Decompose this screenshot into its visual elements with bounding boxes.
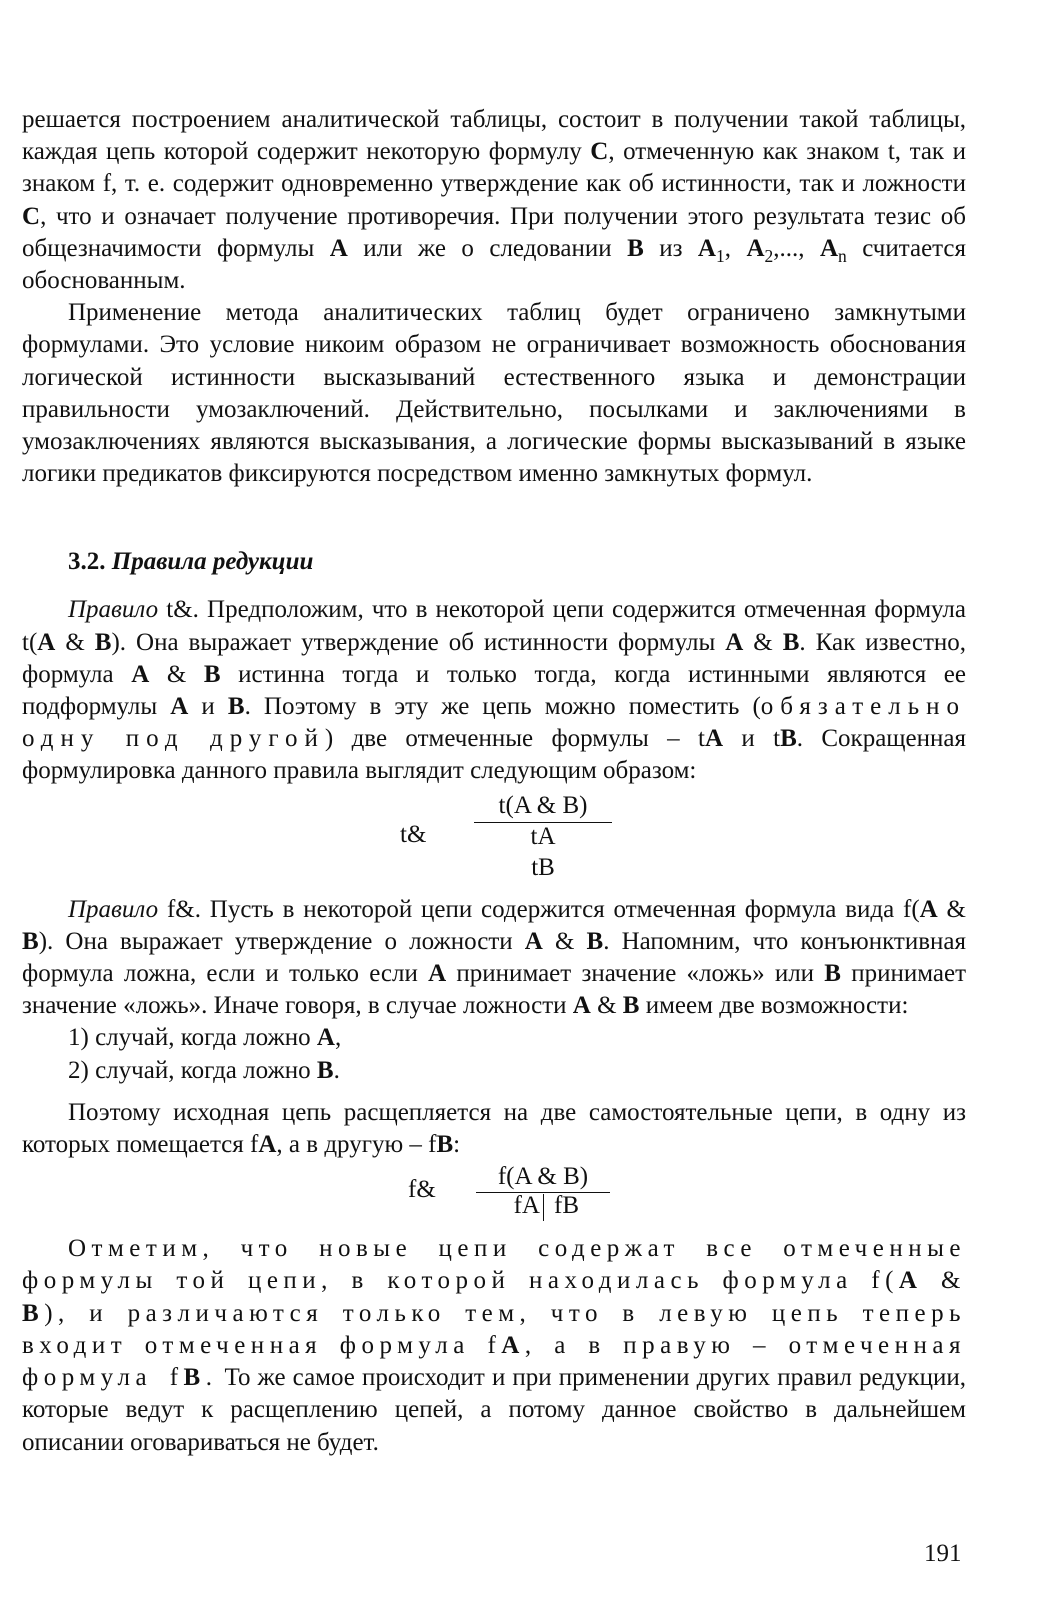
rule-f-premise: f(A & B) <box>497 1163 589 1191</box>
rule-f-right-branch: fB <box>554 1192 579 1220</box>
rule-f-left-branch: fA <box>513 1192 540 1220</box>
rule-t-paragraph: Правило t&. Предположим, что в некоторой цепи содержится отмеченная формула t(A & B). Она выражает утверждение об истинности формулы A & B. Как известно, формула A & B истинна тогда и только тогда, когда истинными являются ее подформулы A и B. Поэтому в эту же цепь можно поместить (обязательно одну под другой) две отмеченные формулы – tA и tB. Сокращенная формулировка данного правила выглядит следующим образом: <box>22 596 967 785</box>
rule-t-premise: t(A & B) <box>498 791 588 819</box>
rule-t-schema <box>22 792 966 884</box>
page-body <box>22 104 966 1459</box>
rule-f-label: f& <box>408 1176 436 1204</box>
paragraph-2: Применение метода аналитических таблиц будет ограничено замкнутыми формулами. Это условие никоим образом не ограничивает возможность обоснования логической истинности высказываний естественного языка и демонстрации правильности умозаключений. Действительно, посылками и заключениями в умозаключениях являются высказывания, а логические формы высказываний в языке логики предикатов фиксируются посредством именно замкнутых формул. <box>22 299 966 488</box>
cases-list <box>22 1022 966 1086</box>
rule-f-branch-separator <box>543 1194 544 1221</box>
list-item: 2) случай, когда ложно B. <box>68 1056 340 1084</box>
closing-paragraph: Отметим, что новые цепи содержат все отмеченные формулы той цепи, в которой находилась формула f(A & B), и различаются только тем, что в левую цепь теперь входит отмеченная формула fA, а в правую – отмеченная формула fB. То же самое происходит и при применении других правил редукции, которые ведут к расщеплению цепей, а потому данное свойство в дальнейшем описании оговариваться не будет. <box>22 1235 966 1456</box>
rule-f-schema <box>22 1163 966 1225</box>
list-item: 1) случай, когда ложно A, <box>68 1024 342 1052</box>
split-paragraph: Поэтому исходная цепь расщепляется на две самостоятельные цепи, в одну из которых помещается fA, а в другую – fB: <box>22 1098 966 1159</box>
rule-t-label: t& <box>400 820 427 848</box>
rule-f-paragraph: Правило f&. Пусть в некоторой цепи содержится отмеченная формула вида f(A & B). Она выражает утверждение о ложности A & B. Напомним, что конъюнктивная формула ложна, если и только если A принимает значение «ложь» или B принимает значение «ложь». Иначе говоря, в случае ложности A & B имеем две возможности: <box>22 895 967 1020</box>
paragraph-1: решается построением аналитической таблицы, состоит в получении такой таблицы, каждая цепь которой содержит некоторую формулу C, отмеченную как знаком t, так и знаком f, т. е. содержит одновременно утверждение как об истинности, так и ложности C, что и означает получение противоречия. При получении этого результата тезис об общезначимости формулы A или же о следовании B из $A_1$, $A_2$,..., $A_n$ считается обоснованным. <box>22 106 967 295</box>
rule-t-conclusion-2: tB <box>531 853 555 881</box>
section-heading: 3.2. Правила редукции <box>68 548 314 576</box>
page-number: 191 <box>924 1540 962 1567</box>
rule-t-conclusion-1: tA <box>530 822 556 850</box>
